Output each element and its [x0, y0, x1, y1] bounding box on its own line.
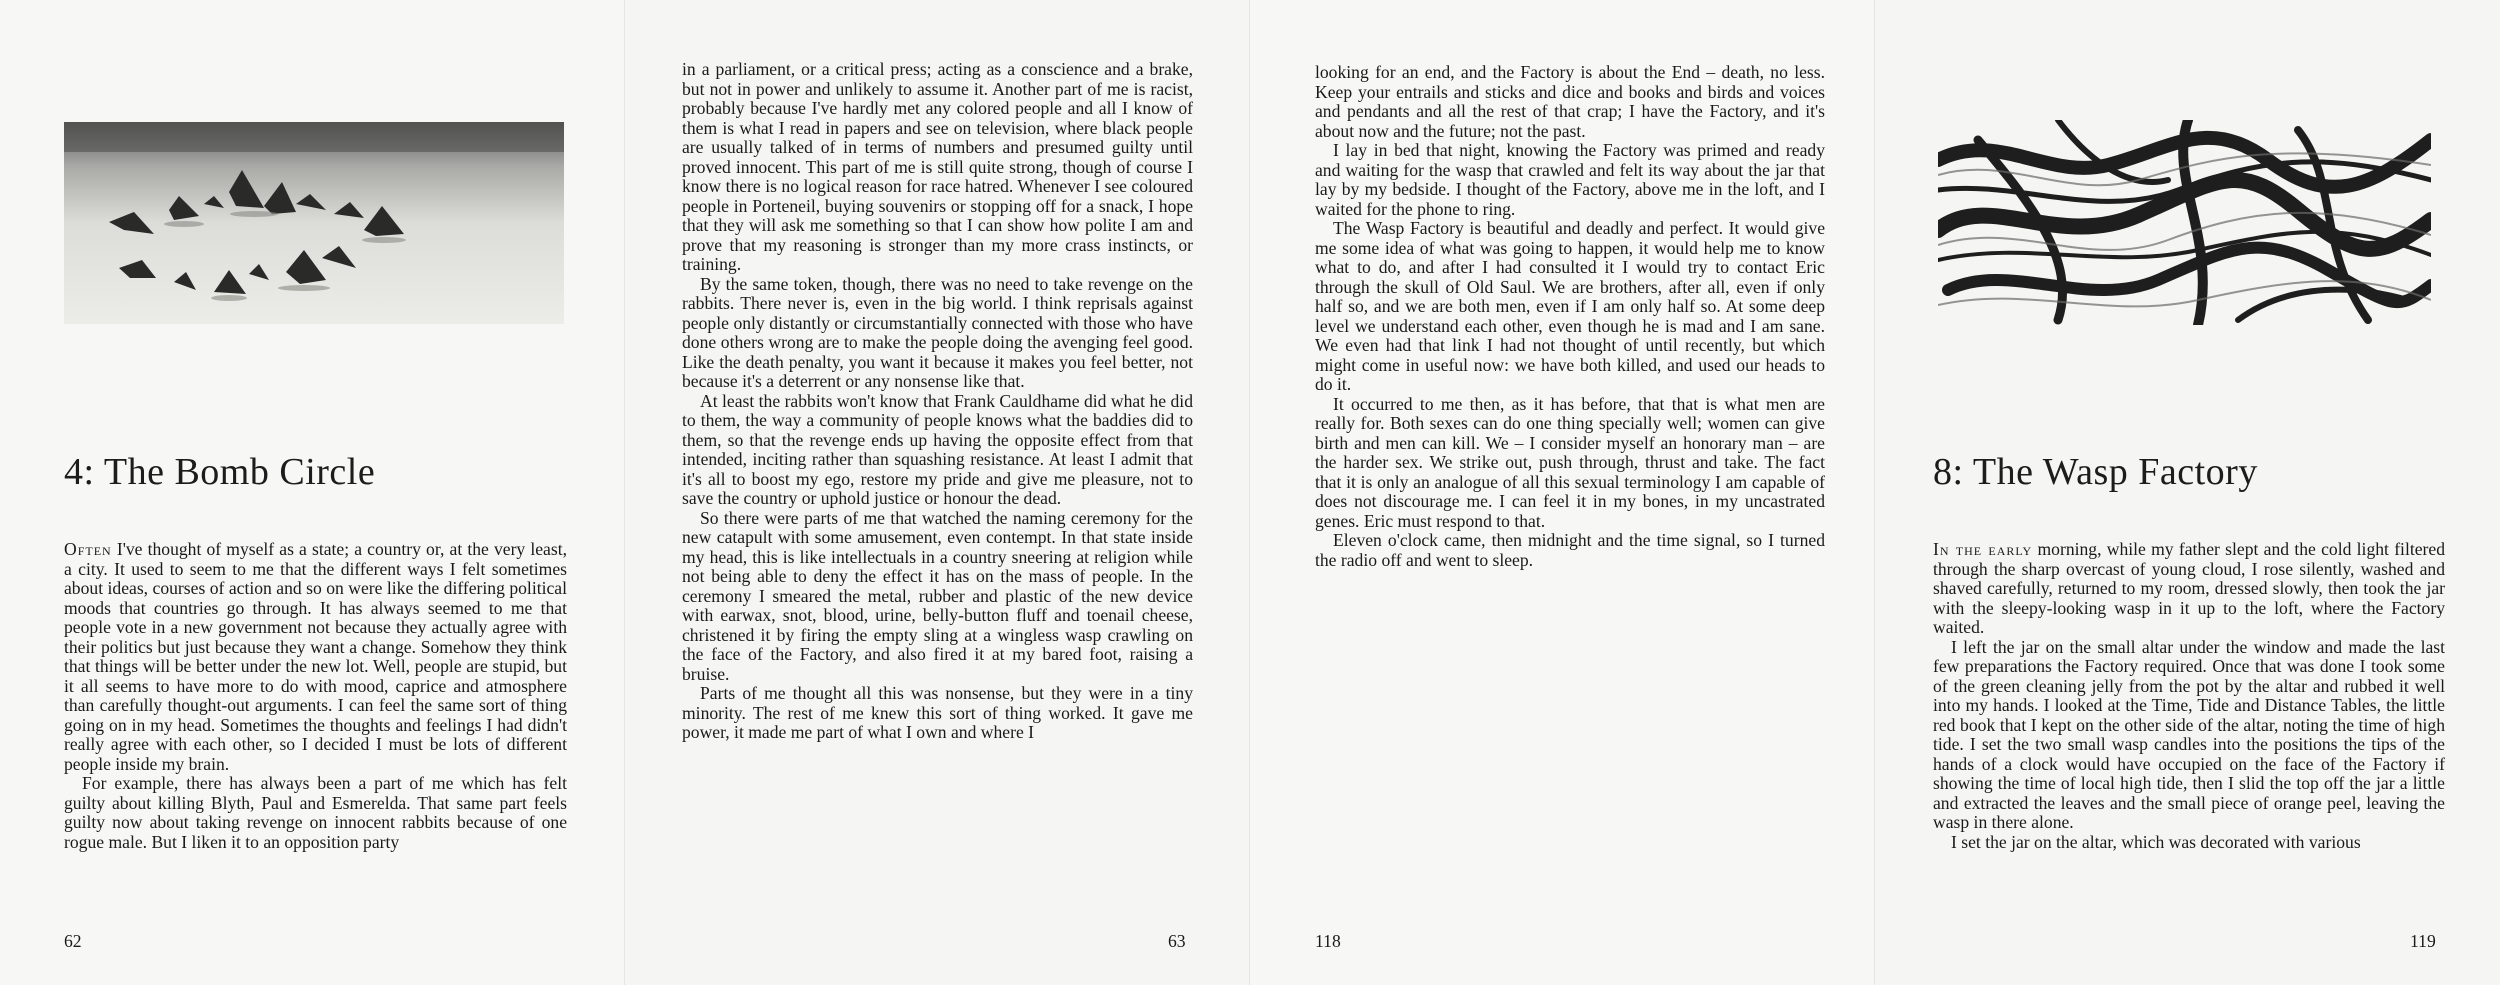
- paragraph: It occurred to me then, as it has before, that that is what men are really for. Both sexes can do one thing specially well; women can give birth and men can kill. We – I consider myself an honorary man – are the harder sex. We strike out, push through, thrust and take. The fact that it is only an analogue of all this sexual terminology I am capable of does not discourage me. I can feel it in my bones, in my uncastrated genes. Eric must respond to that.: [1315, 393, 1825, 531]
- paragraph: The Wasp Factory is beautiful and deadly and perfect. It would give me some idea of what was going to happen, it would help me to know what to do, and after I had consulted it I would try to contact Eric through the skull of Old Saul. We are brothers, after all, even if only half so, and we are both men, even if I am only half so. At some deep level we understand each other, even though he is mad and I am sane. We even had that link I had not thought of until recently, but which might come in useful now: we have both killed, and used our heads to do it.: [1315, 218, 1825, 394]
- body-text: [1315, 63, 1825, 570]
- paragraph: Often I've thought of myself as a state; a country or, at the very least, a city. It used to seem to me that the different ways I felt sometimes about ideas, courses of action and so on were like the differing political moods that countries go through. It has always seemed to me that people vote in a new government not because they actually agree with their politics but just because they want a change. Somehow they think that things will be better under the new lot. Well, people are stupid, but it all seems to have more to do with mood, caprice and atmosphere than carefully thought-out arguments. I can feel the same sort of thing going on in my head. Sometimes the thoughts and feelings I had didn't really agree with each other, so I decided I must be lots of different people inside my brain.: [64, 539, 567, 774]
- paragraph: in a parliament, or a critical press; acting as a conscience and a brake, but not in power and unlikely to assume it. Another part of me is racist, probably because I've hardly met any colored people and all I know of them is what I read in papers and see on television, where black people are usually talked of in terms of numbers and presumed guilty until proved innocent. This part of me is still quite strong, though of course I know there is no logical reason for race hatred. Whenever I see coloured people in Porteneil, buying souvenirs or stopping off for a snack, I hope that they will ask me something so that I can show how polite I am and prove that my reasoning is stronger than my more crass instincts, or training.: [682, 59, 1193, 274]
- page-number: 63: [1168, 931, 1186, 951]
- chapter-title: 4: The Bomb Circle: [64, 451, 376, 493]
- paragraph: At least the rabbits won't know that Frank Cauldhame did what he did to them, the way a community of people knows what the baddies did to them, so that the revenge ends up having the opposite effect from that intended, inciting rather than squashing resistance. At least I admit that it's all to boost my ego, restore my pride and give me pleasure, not to save the country or uphold justice or honour the dead.: [682, 390, 1193, 508]
- paragraph: So there were parts of me that watched the naming ceremony for the new catapult with some amusement, even contempt. In that state inside my head, this is like intellectuals in a country sneering at religion while not being able to deny the effect it has on the mass of people. In the ceremony I smeared the metal, rubber and plastic of the new device with earwax, snot, blood, urine, belly-button fluff and toenail cheese, christened it by firing the empty sling at a wingless wasp crawling on the face of the Factory, and also fired it at my bared foot, raising a bruise.: [682, 507, 1193, 684]
- chapter-title: 8: The Wasp Factory: [1933, 451, 2258, 493]
- paragraph: I set the jar on the altar, which was decorated with various: [1951, 831, 2361, 852]
- body-text: [1933, 540, 2445, 852]
- paragraph: Eleven o'clock came, then midnight and the time signal, so I turned the radio off and went to sleep.: [1315, 530, 1825, 570]
- paragraph: By the same token, though, there was no need to take revenge on the rabbits. There never is, even in the big world. I think reprisals against people only distantly or circumstantially connected with those who have done others wrong are to make the people doing the avenging feel good. Like the death penalty, you want it because it makes you feel better, not because it's a deterrent or any nonsense like that.: [682, 273, 1193, 391]
- page-number: 62: [64, 931, 82, 951]
- bomb-circle-illustration: [64, 122, 564, 324]
- page-118: [1250, 0, 1875, 985]
- paragraph: looking for an end, and the Factory is about the End – death, no less. Keep your entrails and sticks and dice and books and birds and voices and pendants and all the rest of that crap; I have the Factory, and it's about now and the future; not the past.: [1315, 62, 1825, 141]
- page-number: 118: [1315, 931, 1341, 951]
- paragraph: In the early morning, while my father slept and the cold light filtered through the sharp overcast of young cloud, I rose silently, washed and shaved carefully, returned to my room, dressed slowly, then took the jar with the sleepy-looking wasp in it up to the loft, where the Factory waited.: [1933, 539, 2445, 637]
- paragraph: Parts of me thought all this was nonsense, but they were in a tiny minority. The rest of me knew this sort of thing worked. It gave me power, it made me part of what I own and where I: [682, 683, 1193, 742]
- page-63: [625, 0, 1250, 985]
- body-text: [682, 60, 1193, 743]
- lead-in: In the early: [1933, 539, 2033, 559]
- paragraph: For example, there has always been a part of me which has felt guilty about killing Blyth, Paul and Esmerelda. That same part feels guilty now about taking revenge on innocent rabbits because of one rogue male. But I liken it to an opposition party: [64, 773, 567, 852]
- lead-in: Often: [64, 539, 112, 559]
- brush-stroke-illustration: [1938, 120, 2431, 325]
- page-119: [1875, 0, 2500, 985]
- body-text: [64, 540, 567, 852]
- paragraph: I left the jar on the small altar under the window and made the last few preparations the Factory required. Once that was done I took some of the green cleaning jelly from the pot by the altar and rubbed it well into my hands. I looked at the Time, Tide and Distance Tables, the little red book that I kept on the other side of the altar, noting the time of high tide. I set the two small wasp candles into the positions the tips of the hands of a clock would have occupied on the face of the Factory if showing the time of local high tide, then I slid the top off the jar a little and extracted the leaves and the small piece of orange peel, leaving the wasp in there alone.: [1933, 636, 2445, 832]
- paragraph: I lay in bed that night, knowing the Factory was primed and ready and waiting for the wasp that crawled and felt its way about the jar that lay by my bedside. I thought of the Factory, above me in the loft, and I waited for the phone to ring.: [1315, 140, 1825, 219]
- page-62: [0, 0, 625, 985]
- page-number: 119: [2410, 931, 2436, 951]
